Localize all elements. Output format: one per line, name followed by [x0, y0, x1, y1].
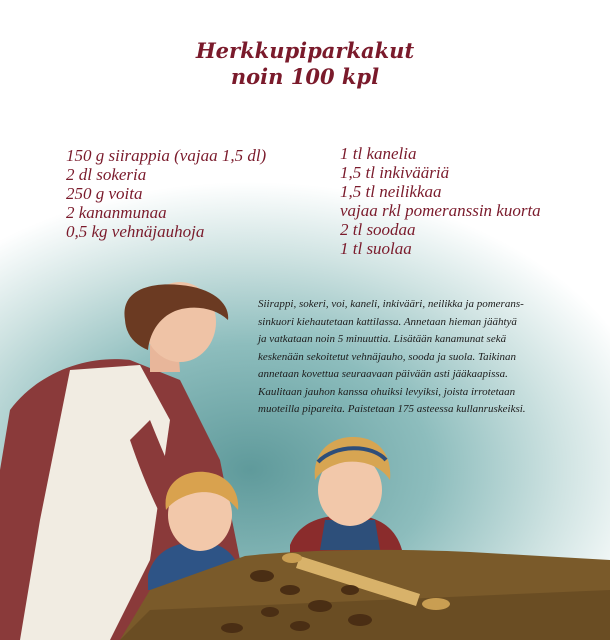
method-line: muoteilla pipareita. Paistetaan 175 asteessa kullanruskeiksi. [258, 403, 526, 415]
ingredient: 2 tl soodaa [340, 220, 416, 239]
cookie-shape [308, 600, 332, 612]
recipe-title: Herkkupiparkakut [195, 38, 415, 63]
ingredients-list-right [340, 144, 541, 258]
cookie-shape [261, 607, 279, 617]
ingredient: 1,5 tl neilikkaa [340, 182, 442, 201]
method-line: ja vatkataan noin 5 minuuttia. Lisätään kanamunat sekä [258, 333, 507, 345]
method-line: Siirappi, sokeri, voi, kaneli, inkivääri, neilikka ja pomerans- [258, 298, 524, 310]
method-line: sinkuori kiehautetaan kattilassa. Annetaan hieman jäähtyä [258, 315, 517, 328]
ingredient: 1,5 tl inkivääriä [340, 163, 450, 182]
ingredient: 2 kananmunaa [66, 203, 167, 222]
cookie-shape [341, 585, 359, 595]
recipe-yield: noin 100 kpl [230, 64, 380, 89]
method-line: Kaulitaan jauhon kanssa ohuiksi levyiksi, joista irrotetaan [258, 385, 516, 398]
ingredient: 1 tl suolaa [340, 239, 412, 258]
cookie-shape [250, 570, 274, 582]
method-text [258, 296, 598, 419]
method-line: annetaan kovettua seuraavaan päivään asti jääkaapissa. [258, 368, 508, 380]
ingredient: vajaa rkl pomeranssin kuorta [340, 201, 541, 220]
cookie-shape [280, 585, 300, 595]
rolling-pin-handle-right [422, 598, 450, 610]
cookie-shape [221, 623, 243, 633]
ingredient: 250 g voita [66, 184, 143, 203]
cookie-shape [290, 621, 310, 631]
rolling-pin-handle-left [282, 553, 302, 563]
ingredient: 150 g siirappia (vajaa 1,5 dl) [66, 146, 267, 165]
ingredient: 1 tl kanelia [340, 144, 417, 163]
method-line: keskenään sekoitetut vehnäjauho, sooda ja suola. Taikinan [258, 350, 517, 363]
ingredients-list-left [66, 146, 266, 241]
ingredient: 2 dl sokeria [66, 165, 147, 184]
cookie-shape [348, 614, 372, 626]
ingredient: 0,5 kg vehnäjauhoja [66, 222, 205, 241]
